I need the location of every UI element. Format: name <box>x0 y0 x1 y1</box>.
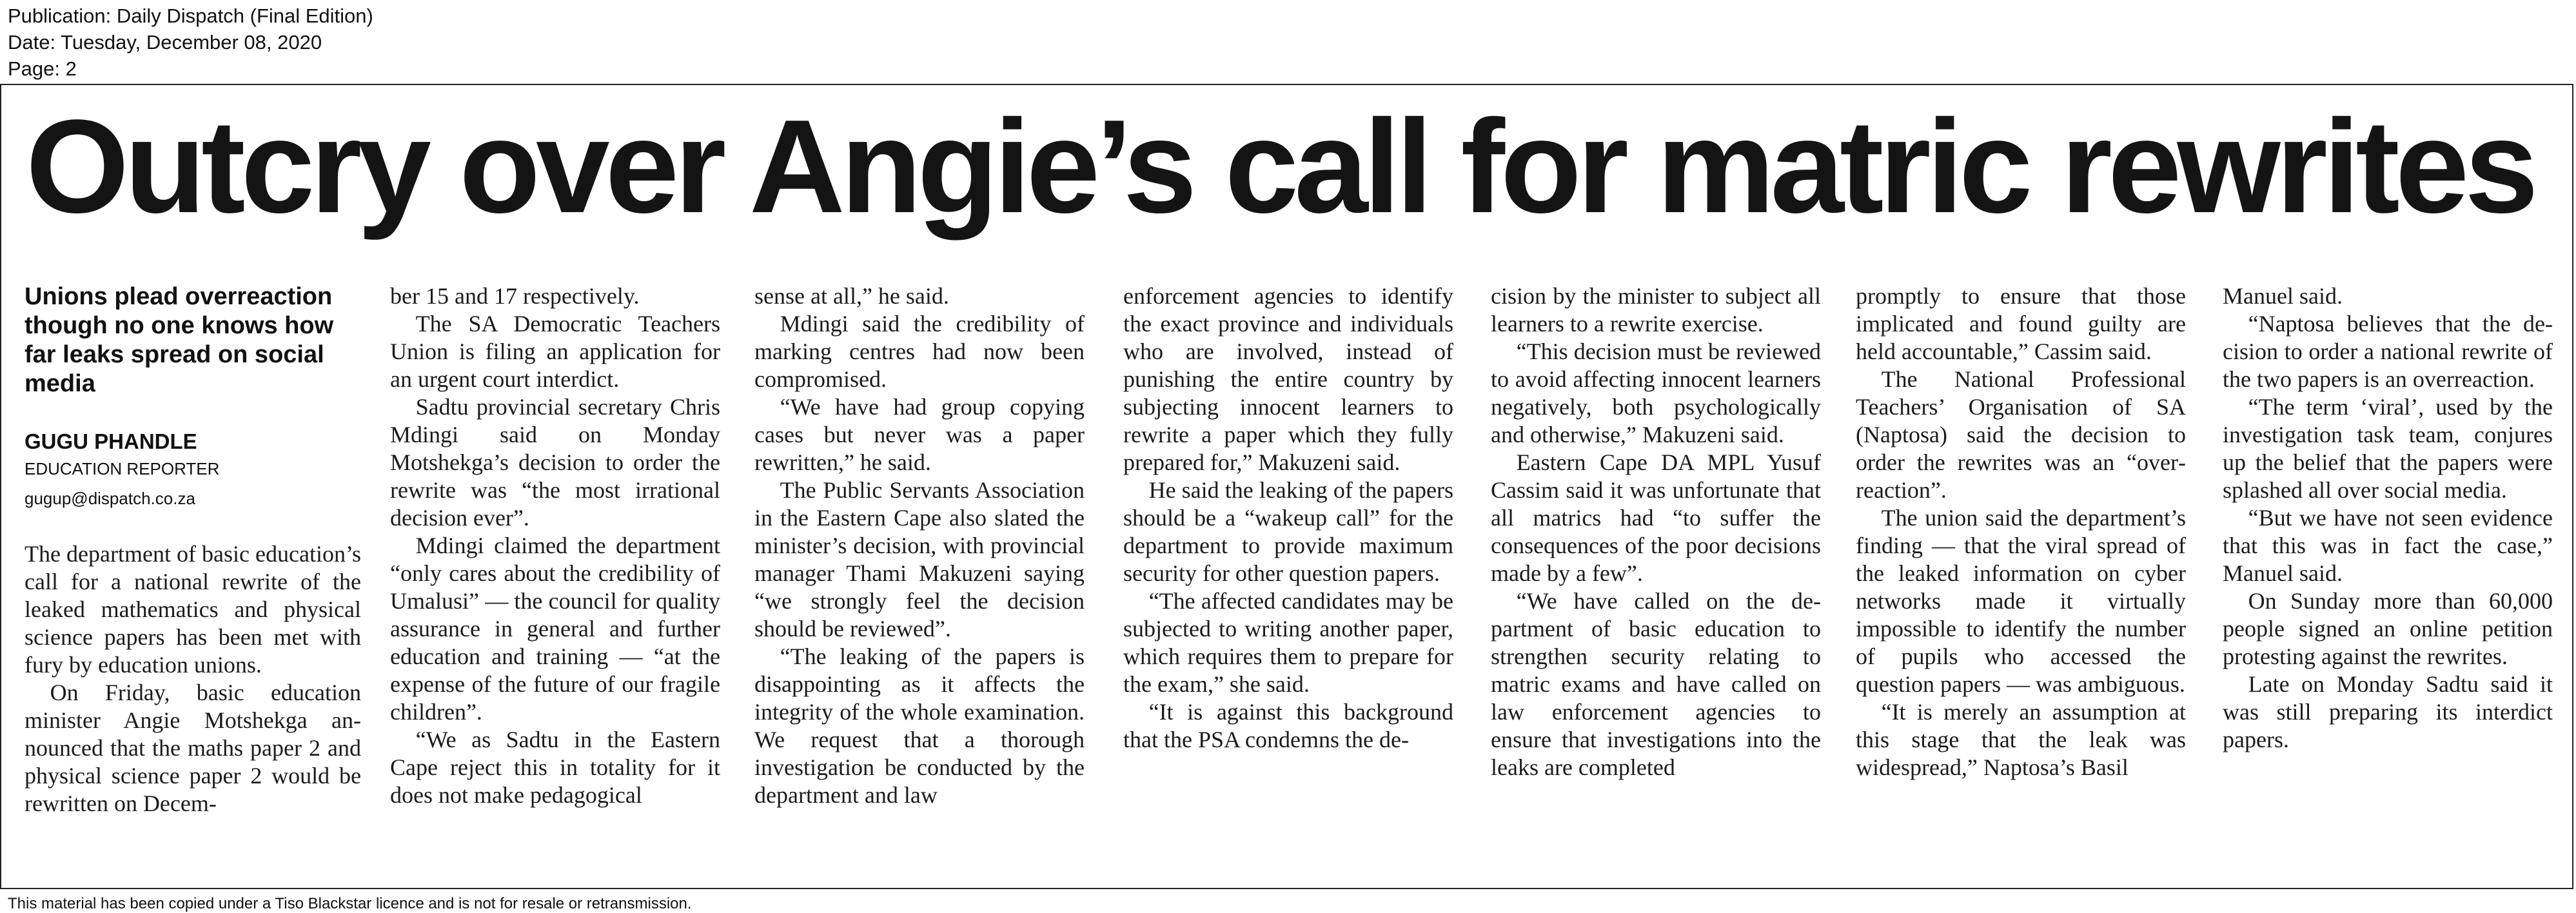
paragraph: Mdingi said the credibility of marking centres had now been compromised. <box>754 311 1085 392</box>
article-column-4 <box>1123 282 1453 863</box>
paragraph: The SA Democratic Teachers Union is filing an application for an urgent court interdict. <box>390 311 720 392</box>
publication-meta <box>8 3 373 82</box>
article-column-2 <box>390 282 720 863</box>
paragraph: “We as Sadtu in the Eastern Cape reject this in totality for it does not make pedagogical <box>390 727 720 808</box>
byline-name: GUGU PHANDLE <box>25 429 197 453</box>
article-column-7 <box>2223 282 2553 863</box>
paragraph: “It is merely an assumption at this stage that the leak was widespread,” Naptosa’s Basil <box>1856 699 2186 780</box>
paragraph: “It is against this background that the PSA condemns the de- <box>1123 699 1453 752</box>
paragraph: The Public Servants Association in the Eastern Cape also slated the minister’s decision, with provincial manager Thami Makuzeni saying “we strongly feel the decision should be reviewed”. <box>754 477 1085 642</box>
paragraph: Sadtu provincial secretary Chris Mdingi said on Monday Motshekga’s decision to order the rewrite was “the most irrational decision ever”. <box>390 394 720 531</box>
page-line: Page: 2 <box>8 57 77 80</box>
paragraph: Mdingi claimed the department “only cares about the credibility of Umalusi” — the council for quality assurance in general and further education and training — “at the expense of the future of our fragile children”. <box>390 533 720 725</box>
paragraph: Late on Monday Sadtu said it was still preparing its interdict papers. <box>2223 671 2553 752</box>
paragraph: “The affected candidates may be subjected to writing another paper, which requires them to prepare for the exam,” she said. <box>1123 588 1453 697</box>
paragraph: “We have called on the department of basic education to strengthen security relating to matric exams and have called on law enforcement agencies to ensure that investigations into the leaks are completed <box>1491 588 1821 780</box>
paragraph: The National Professional Teachers’ Organisation of SA (Naptosa) said the decision to order the rewrites was an “overreaction”. <box>1856 366 2186 503</box>
byline-email: gugup@dispatch.co.za <box>25 489 195 508</box>
licence-footer: This material has been copied under a Tiso Blackstar licence and is not for resale or retransmission. <box>8 895 692 912</box>
paragraph: “But we have not seen evidence that this was in fact the case,” Manuel said. <box>2223 505 2553 586</box>
paragraph: On Friday, basic education minister Angie Motshekga announced that the maths paper 2 and physical science paper 2 would be rewritten on Decem- <box>25 680 361 816</box>
paragraph: On Sunday more than 60,000 people signed an online petition protesting against the rewrites. <box>2223 588 2553 669</box>
paragraph: He said the leaking of the papers should be a “wakeup call” for the department to provide maximum security for other question papers. <box>1123 477 1453 586</box>
standfirst: Unions plead overreaction though no one knows how far leaks spread on social media <box>25 283 334 397</box>
byline-role: EDUCATION REPORTER <box>25 459 220 478</box>
article-column-6 <box>1856 282 2186 863</box>
paragraph: “We have had group copying cases but never was a paper rewritten,” he said. <box>754 394 1085 475</box>
paragraph: sense at all,” he said. <box>754 283 949 309</box>
publication-line: Publication: Daily Dispatch (Final Edition) <box>8 5 373 27</box>
paragraph: cision by the minister to subject all learners to a rewrite exercise. <box>1491 283 1821 337</box>
paragraph: The union said the department’s finding — that the viral spread of the leaked information on cyber networks made it virtually impossible to identify the number of pupils who accessed the question papers — was ambiguous. <box>1856 505 2186 697</box>
article-column-1 <box>25 282 361 863</box>
paragraph: “Naptosa believes that the decision to order a national rewrite of the two papers is an overreaction. <box>2223 311 2553 392</box>
paragraph: “This decision must be reviewed to avoid affecting innocent learners negatively, both psychologically and otherwise,” Makuzeni said. <box>1491 339 1821 447</box>
article-column-5 <box>1491 282 1821 863</box>
paragraph: ber 15 and 17 respectively. <box>390 283 640 309</box>
paragraph: “The term ‘viral’, used by the investigation task team, conjures up the belief that the papers were splashed all over social media. <box>2223 394 2553 503</box>
column-1-body <box>25 540 361 863</box>
headline: Outcry over Angie’s call for matric rewrites <box>26 92 2534 241</box>
paragraph: The department of basic education’s call for a national rewrite of the leaked mathematics and physical science papers has been met with fury by education unions. <box>25 541 361 678</box>
paragraph: “The leaking of the papers is disappointing as it affects the integrity of the whole examination. We request that a thorough investigation be conducted by the department and law <box>754 643 1085 808</box>
paragraph: Manuel said. <box>2223 283 2343 309</box>
article-column-3 <box>754 282 1085 863</box>
paragraph: promptly to ensure that those implicated and found guilty are held accountable,” Cassim said. <box>1856 283 2186 364</box>
paragraph: Eastern Cape DA MPL Yusuf Cassim said it was unfortunate that all matrics had “to suffer the consequences of the poor decisions made by a few”. <box>1491 449 1821 586</box>
date-line: Date: Tuesday, December 08, 2020 <box>8 31 322 54</box>
paragraph: enforcement agencies to identify the exact province and individuals who are involved, instead of punishing the entire country by subjecting innocent learners to rewrite a paper which they fully prepared for,” Makuzeni said. <box>1123 283 1453 475</box>
